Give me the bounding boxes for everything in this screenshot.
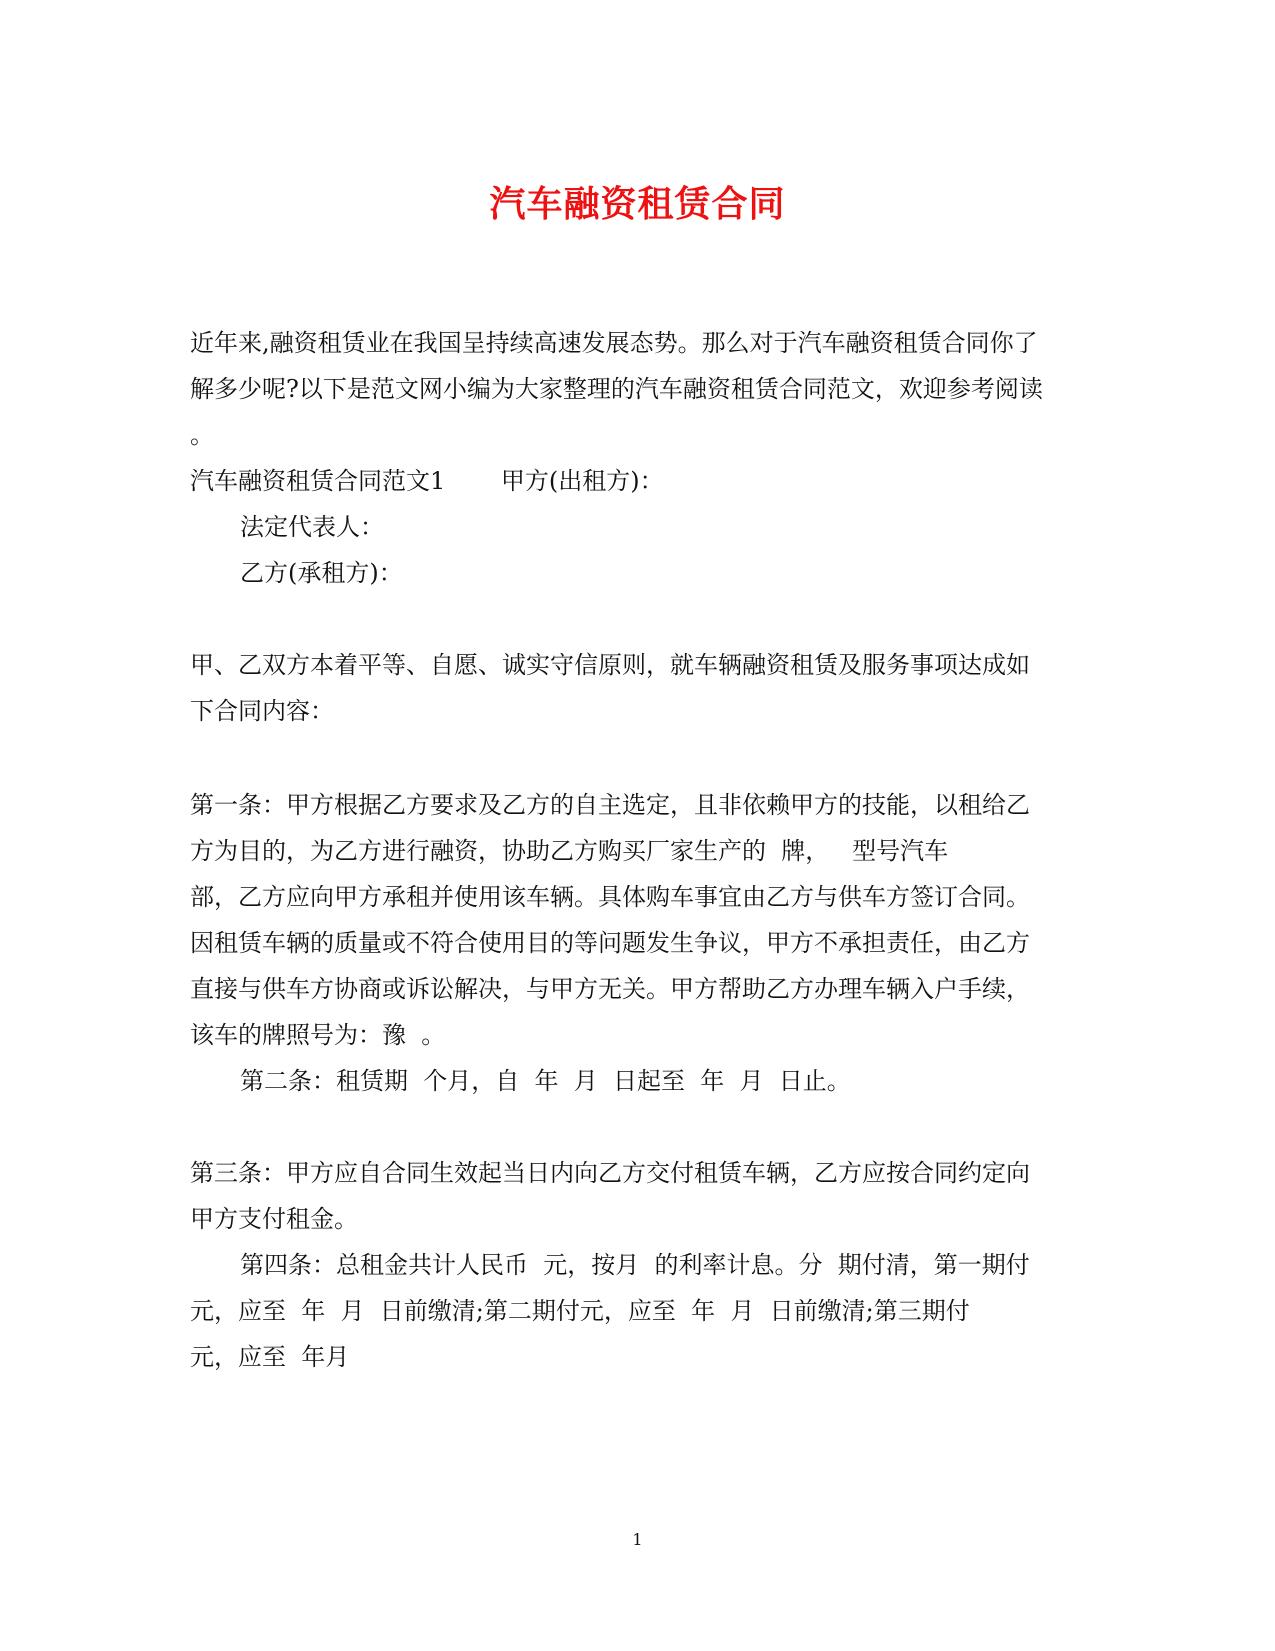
body-line-5: 法定代表人： xyxy=(240,513,384,541)
body-line-6: 乙方(承租方)： xyxy=(240,559,403,587)
body-line-8: 下合同内容： xyxy=(190,697,334,725)
article-2-line-1: 第二条：租赁期 个月，自 年 月 日起至 年 月 日止。 xyxy=(240,1067,851,1095)
body-line-1: 近年来,融资租赁业在我国呈持续高速发展态势。那么对于汽车融资租赁合同你了 xyxy=(190,329,1038,357)
article-1-line-1: 第一条：甲方根据乙方要求及乙方的自主选定，且非依赖甲方的技能，以租给乙 xyxy=(190,791,1030,819)
article-3-line-2: 甲方支付租金。 xyxy=(190,1205,358,1233)
body-line-7: 甲、乙双方本着平等、自愿、诚实守信原则，就车辆融资租赁及服务事项达成如 xyxy=(190,651,1030,679)
article-1-line-6: 该车的牌照号为：豫 。 xyxy=(190,1021,446,1049)
body-line-2: 解多少呢?以下是范文网小编为大家整理的汽车融资租赁合同范文，欢迎参考阅读 xyxy=(190,375,1043,403)
body-line-3: 。 xyxy=(190,421,214,449)
article-4-line-1: 第四条：总租金共计人民币 元，按月 的利率计息。分 期付清，第一期付 xyxy=(240,1251,1030,1279)
article-3-line-1: 第三条：甲方应自合同生效起当日内向乙方交付租赁车辆，乙方应按合同约定向 xyxy=(190,1159,1030,1187)
article-1-line-3: 部，乙方应向甲方承租并使用该车辆。具体购车事宜由乙方与供车方签订合同。 xyxy=(190,883,1030,911)
document-title: 汽车融资租赁合同 xyxy=(489,183,786,225)
article-1-line-2: 方为目的，为乙方进行融资，协助乙方购买厂家生产的 牌， 型号汽车 xyxy=(190,837,949,865)
article-4-line-2: 元，应至 年 月 日前缴清;第二期付元，应至 年 月 日前缴清;第三期付 xyxy=(190,1297,970,1325)
article-4-line-3: 元，应至 年月 xyxy=(190,1343,350,1371)
page-number: 1 xyxy=(632,1530,643,1549)
article-1-line-5: 直接与供车方协商或诉讼解决，与甲方无关。甲方帮助乙方办理车辆入户手续， xyxy=(190,975,1030,1003)
article-1-line-4: 因租赁车辆的质量或不符合使用目的等问题发生争议，甲方不承担责任，由乙方 xyxy=(190,929,1030,957)
body-line-4: 汽车融资租赁合同范文1 甲方(出租方)： xyxy=(190,467,664,495)
